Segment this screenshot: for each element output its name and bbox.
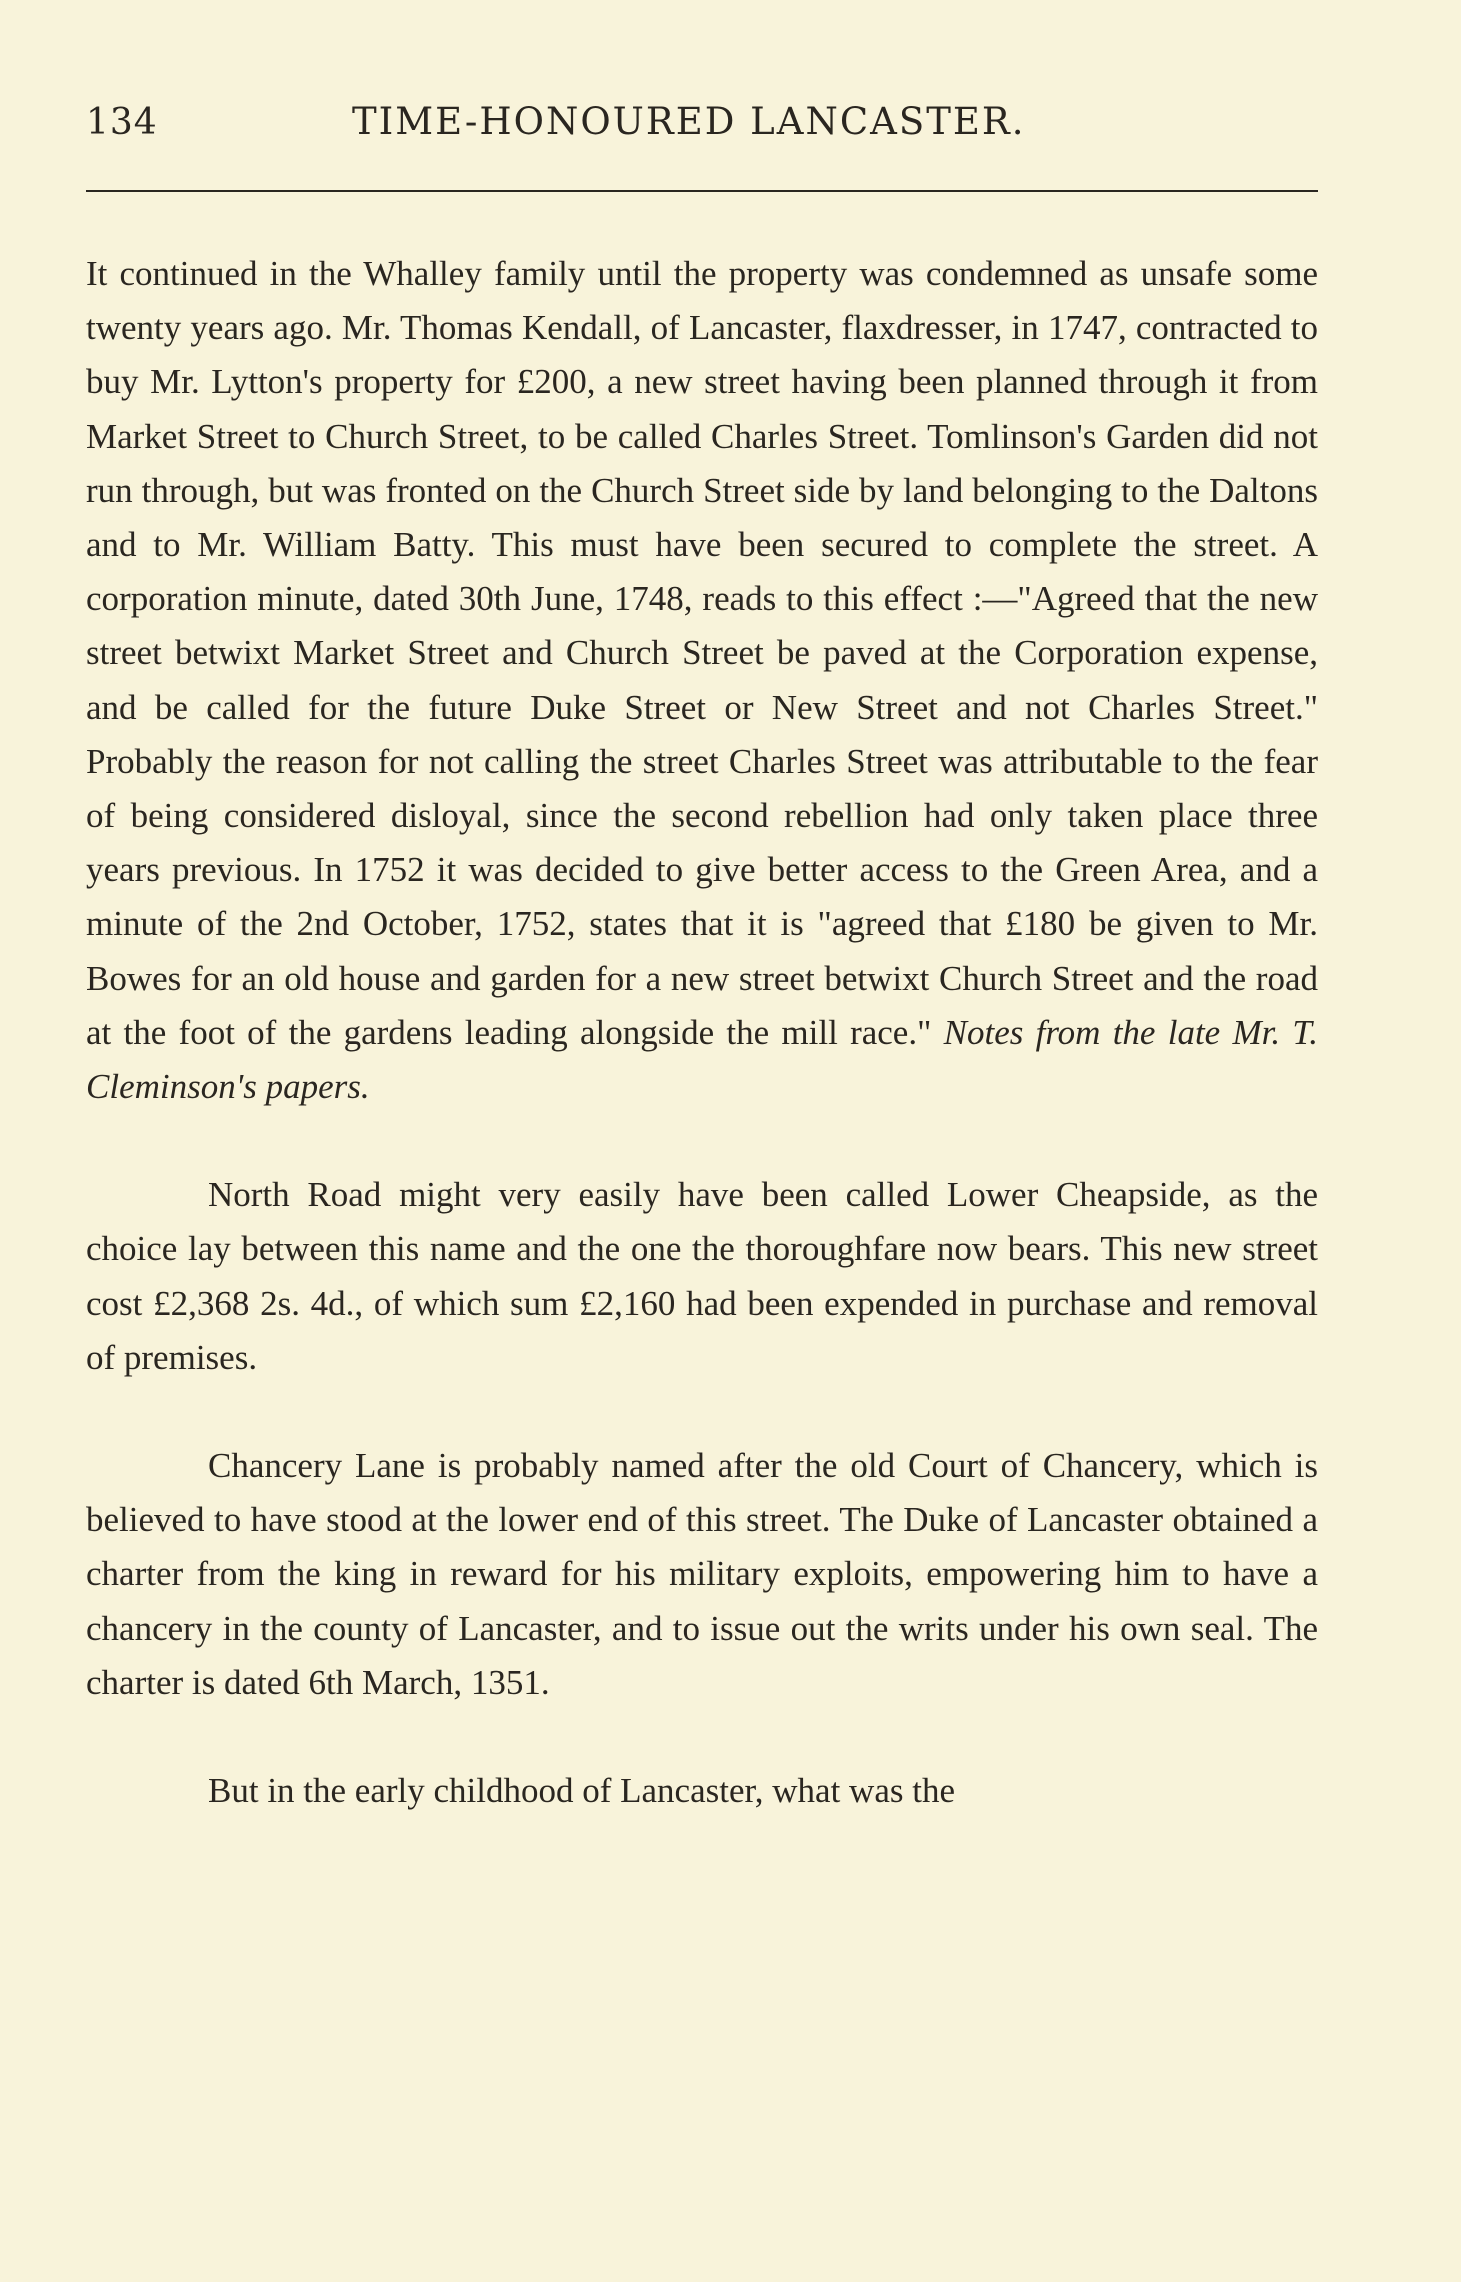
page-header: [86, 96, 1318, 156]
paragraph-early-childhood: [86, 1764, 1318, 1818]
paragraph-text: But in the early childhood of Lancaster, what was the: [208, 1771, 955, 1811]
citation: Notes from the late Mr. T. Cleminson's papers.: [86, 1012, 1318, 1107]
paragraph-whalley-family: [86, 247, 1318, 1114]
page-number: 134: [86, 102, 158, 143]
paragraph-text: Chancery Lane is probably named after the old Court of Chancery, which is believed to have stood at the lower end of this street. The Duke of Lancaster obtained a charter from the king in reward for his military exploits, empowering him to have a chancery in the county of Lancaster, and to issue out the writs under his own seal. The charter is dated 6th March, 1351.: [86, 1446, 1318, 1702]
running-head: TIME-HONOURED LANCASTER.: [352, 100, 1026, 143]
header-rule: [86, 190, 1318, 192]
paragraph-chancery-lane: [86, 1439, 1318, 1710]
paragraph-text: North Road might very easily have been called Lower Cheapside, as the choice lay between this name and the one the thoroughfare now bears. This new street cost £2,368 2s. 4d., of which sum £2,160 had been expended in purchase and removal of premises.: [86, 1175, 1318, 1377]
body-text: [86, 247, 1318, 1818]
paragraph-text: It continued in the Whalley family until the property was condemned as unsafe some twenty years ago. Mr. Thomas Kendall, of Lancaster, flaxdresser, in 1747, contracted to buy Mr. Lytton's property for £200, a new street having been planned through it from Market Street to Church Street, to be called Charles Street. Tomlinson's Garden did not run through, but was fronted on the Church Street side by land belonging to the Daltons and to Mr. William Batty. This must have been secured to complete the street. A corporation minute, dated 30th June, 1748, reads to this effect :—"Agreed that the new street betwixt Market Street and Church Street be paved at the Corporation expense, and be called for the future Duke Street or New Street and not Charles Street." Probably the reason for not calling the street Charles Street was attributable to the fear of being considered disloyal, since the second rebellion had only taken place three years previous. In 1752 it was decided to give better access to the Green Area, and a minute of the 2nd October, 1752, states that it is "agreed that £180 be given to Mr. Bowes for an old house and garden for a new street betwixt Church Street and the road at the foot of the gardens leading alongside the mill race.": [86, 254, 1318, 1052]
paragraph-north-road: [86, 1168, 1318, 1385]
